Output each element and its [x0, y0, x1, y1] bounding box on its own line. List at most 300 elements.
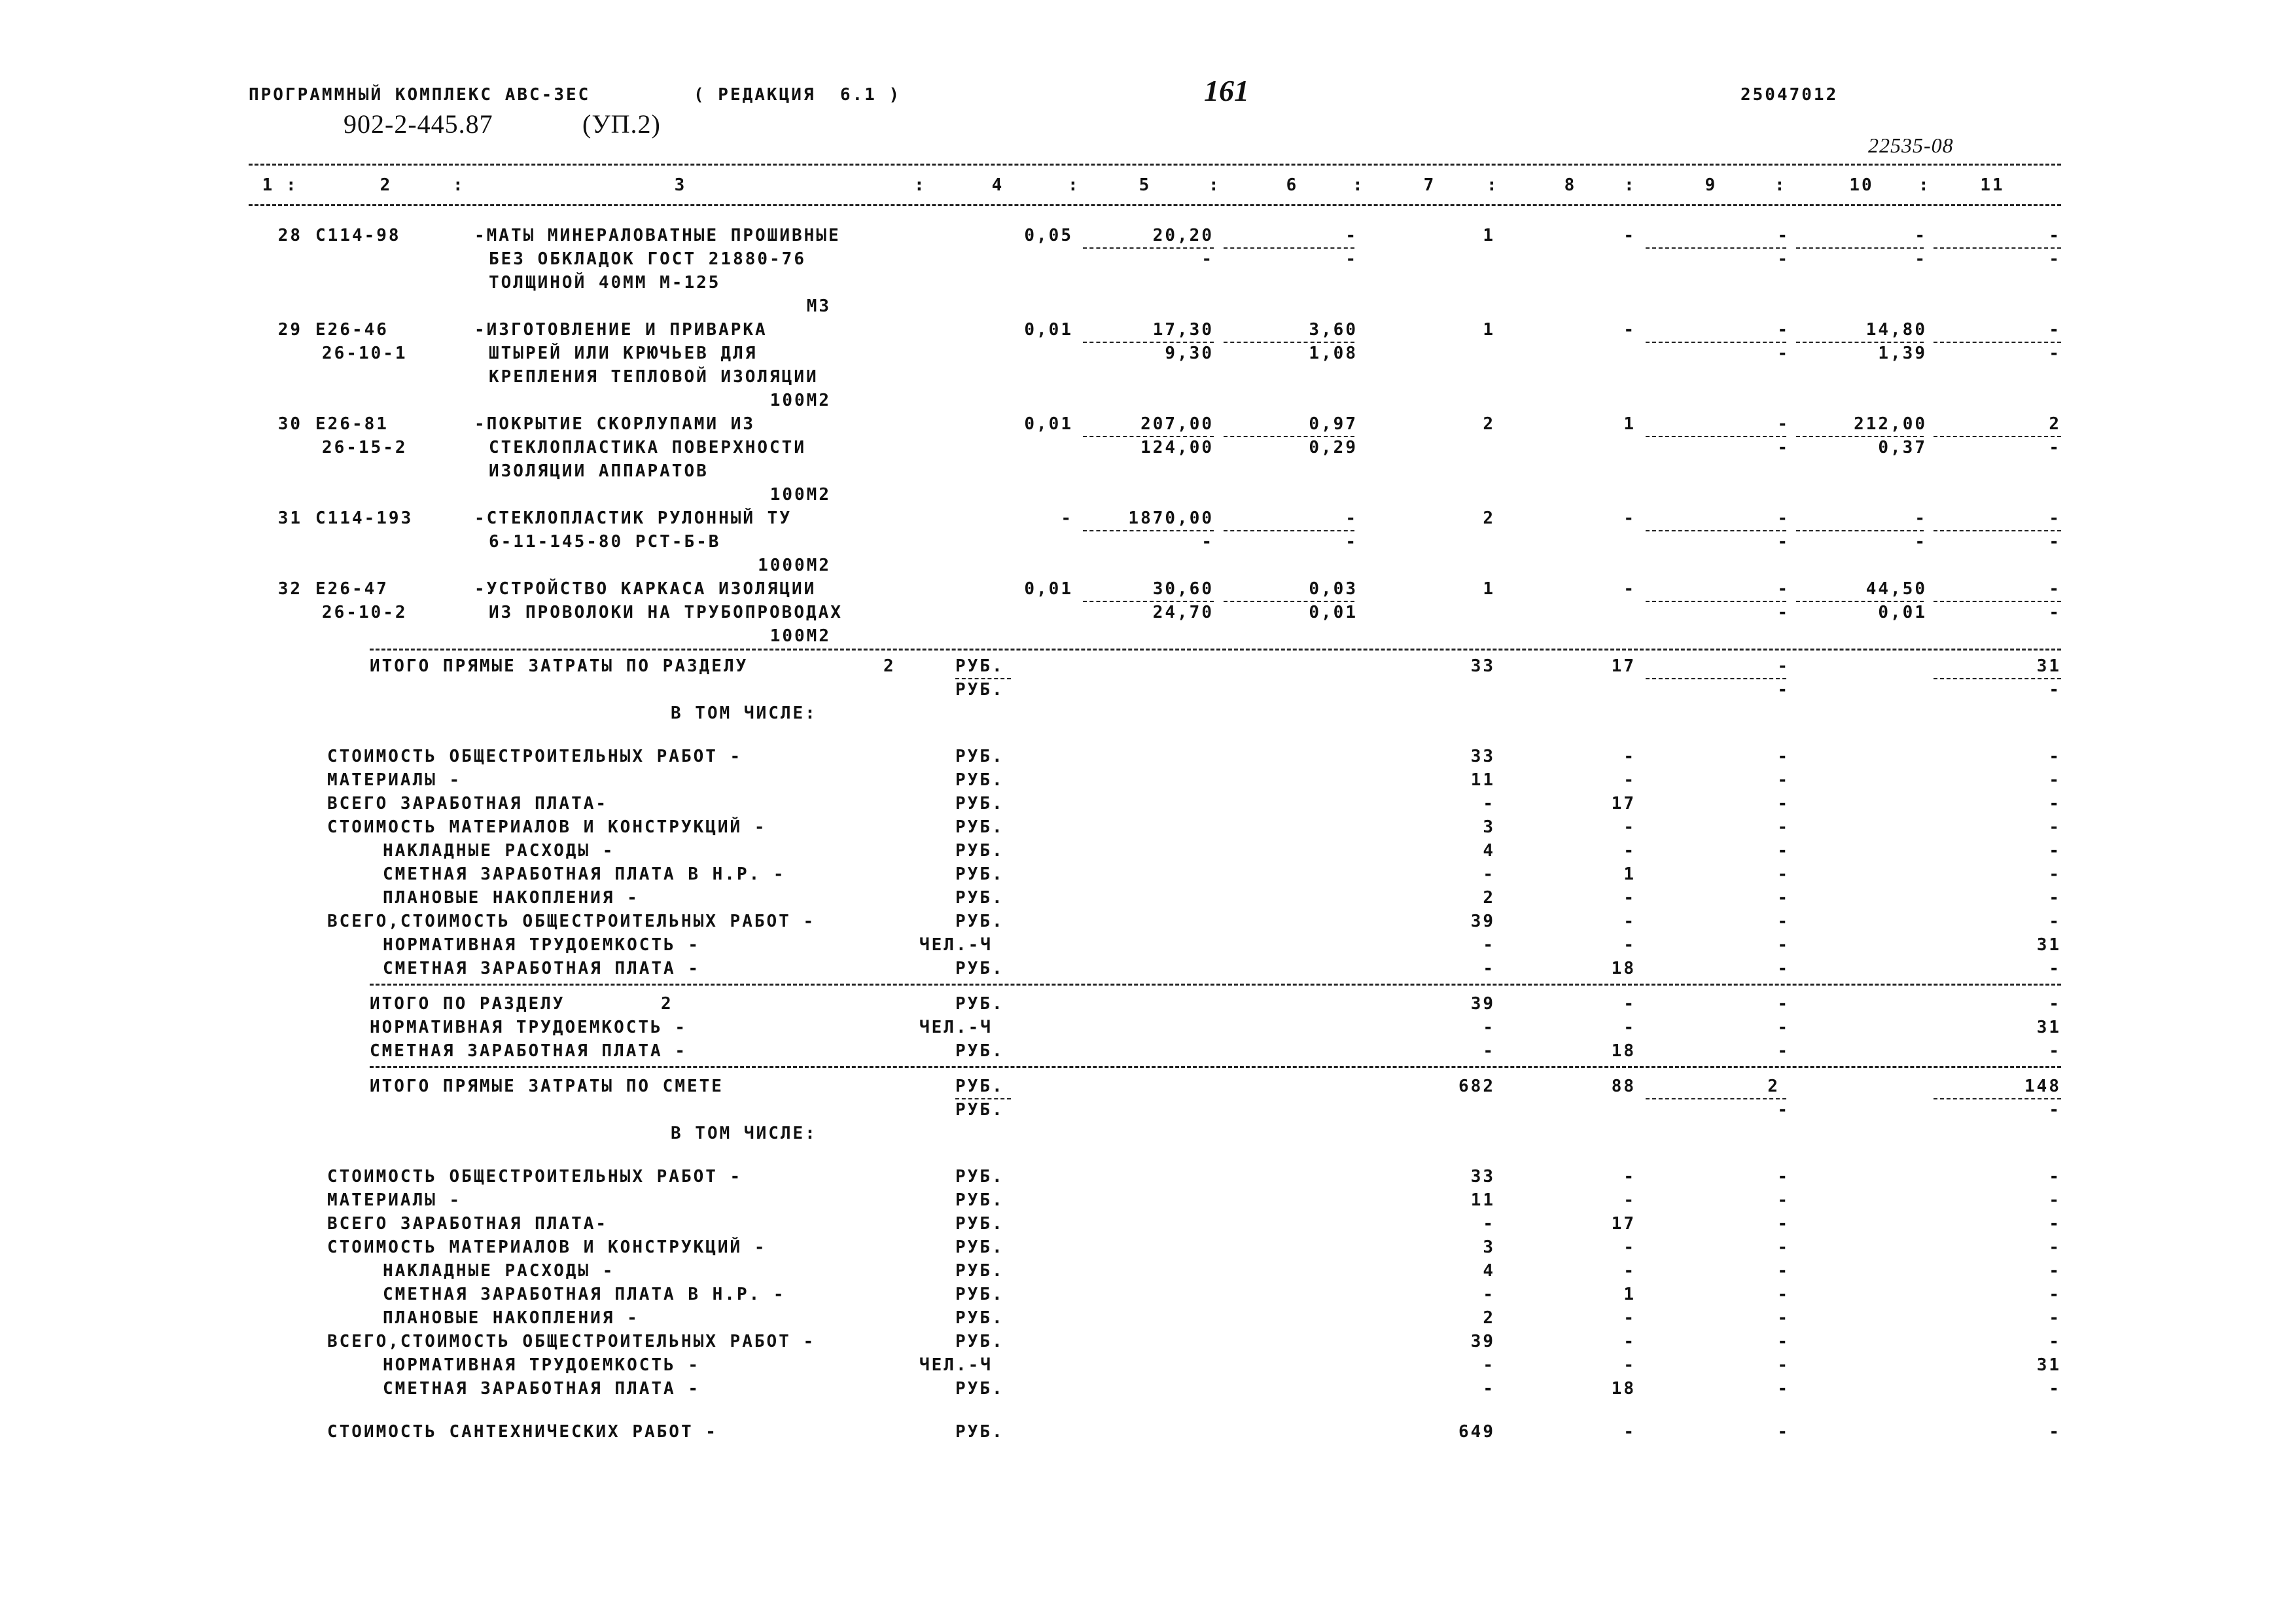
item-unit: 1000М2 — [758, 556, 831, 575]
total-wages: - — [1623, 1238, 1636, 1257]
col-9-value: - — [1777, 1355, 1790, 1375]
unit-wages: 0,03 — [1309, 579, 1358, 599]
unit-label: РУБ. — [955, 656, 1004, 676]
item-code: Е26-47 — [315, 579, 389, 599]
col-9-value: - — [1777, 226, 1790, 245]
unit-cost: 20,20 — [1152, 226, 1214, 245]
total-cost: - — [1483, 1041, 1495, 1061]
unit-label: РУБ. — [955, 1332, 1004, 1351]
dashed-rule — [1083, 601, 1214, 602]
unit-wages: - — [1345, 508, 1358, 528]
dashed-rule — [1224, 436, 1354, 437]
col-11-value: - — [2049, 579, 2061, 599]
total-wages: 17 — [1611, 1214, 1636, 1234]
col-9-value: - — [1777, 817, 1790, 837]
col-10-sub: - — [1915, 532, 1927, 552]
total-cost: 649 — [1458, 1422, 1495, 1442]
col-11-value: - — [2049, 1041, 2061, 1061]
dashed-rule — [1646, 601, 1786, 602]
column-header: 3 — [674, 175, 687, 195]
total-cost: - — [1483, 1285, 1495, 1304]
total-wages: 1 — [1623, 414, 1636, 434]
breakdown-label: СМЕТНАЯ ЗАРАБОТНАЯ ПЛАТА - — [383, 1379, 700, 1399]
unit-cost-sub: - — [1201, 532, 1214, 552]
including-label: В ТОМ ЧИСЛЕ: — [671, 1124, 817, 1143]
section-summary-label: СМЕТНАЯ ЗАРАБОТНАЯ ПЛАТА - — [370, 1041, 687, 1061]
breakdown-label: НАКЛАДНЫЕ РАСХОДЫ - — [383, 1261, 615, 1281]
item-description: БЕЗ ОБКЛАДОК ГОСТ 21880-76 — [489, 249, 806, 269]
total-wages: - — [1623, 1308, 1636, 1328]
breakdown-label: МАТЕРИАЛЫ - — [327, 770, 462, 790]
dashed-rule — [1646, 342, 1786, 343]
estimate-total-label: ИТОГО ПРЯМЫЕ ЗАТРАТЫ ПО СМЕТЕ — [370, 1077, 724, 1096]
breakdown-label: НАКЛАДНЫЕ РАСХОДЫ - — [383, 841, 615, 861]
total-wages: 1 — [1623, 865, 1636, 884]
column-header: 4 — [991, 175, 1004, 195]
col-11-value: - — [2049, 865, 2061, 884]
total-wages: 88 — [1611, 1077, 1636, 1096]
col-11-sub: - — [2049, 1100, 2061, 1120]
breakdown-label: СМЕТНАЯ ЗАРАБОТНАЯ ПЛАТА В Н.Р. - — [383, 865, 786, 884]
total-wages: 17 — [1611, 656, 1636, 676]
dashed-rule — [955, 678, 1011, 679]
column-separator: : — [1487, 175, 1499, 195]
col-11-value: - — [2049, 841, 2061, 861]
dashed-rule — [1934, 601, 2061, 602]
item-description: ШТЫРЕЙ ИЛИ КРЮЧЬЕВ ДЛЯ — [489, 344, 758, 363]
dashed-rule — [249, 164, 2061, 166]
unit-cost: 1870,00 — [1128, 508, 1214, 528]
col-9-sub: - — [1777, 603, 1790, 622]
total-cost: - — [1483, 935, 1495, 955]
quantity: - — [1061, 508, 1073, 528]
col-11-value: - — [2049, 994, 2061, 1014]
dashed-rule — [1796, 436, 1924, 437]
breakdown-label: СТОИМОСТЬ МАТЕРИАЛОВ И КОНСТРУКЦИЙ - — [327, 817, 767, 837]
total-cost: 3 — [1483, 817, 1495, 837]
total-cost: 33 — [1470, 747, 1495, 766]
col-11-value: - — [2049, 1332, 2061, 1351]
breakdown-label: СТОИМОСТЬ ОБЩЕСТРОИТЕЛЬНЫХ РАБОТ - — [327, 747, 743, 766]
column-separator: : — [453, 175, 465, 195]
col-9-value: - — [1777, 1167, 1790, 1186]
breakdown-label: СТОИМОСТЬ ОБЩЕСТРОИТЕЛЬНЫХ РАБОТ - — [327, 1167, 743, 1186]
total-cost: 11 — [1470, 770, 1495, 790]
col-11-value: - — [2049, 226, 2061, 245]
col-9-value: - — [1777, 888, 1790, 908]
col-11-value: - — [2049, 1167, 2061, 1186]
column-separator: : — [1352, 175, 1365, 195]
total-cost: 1 — [1483, 579, 1495, 599]
col-11-value: - — [2049, 1379, 2061, 1399]
col-11-value: 31 — [2036, 1355, 2061, 1375]
item-description: -ПОКРЫТИЕ СКОРЛУПАМИ ИЗ — [474, 414, 756, 434]
col-11-value: - — [2049, 508, 2061, 528]
col-9-value: - — [1777, 994, 1790, 1014]
unit-label: РУБ. — [955, 912, 1004, 931]
unit-label: ЧЕЛ.-Ч — [919, 1355, 993, 1375]
column-separator: : — [1209, 175, 1221, 195]
dashed-rule — [249, 204, 2061, 206]
col-11-value: - — [2049, 1308, 2061, 1328]
item-description: КРЕПЛЕНИЯ ТЕПЛОВОЙ ИЗОЛЯЦИИ — [489, 367, 819, 387]
col-10-sub: 1,39 — [1878, 344, 1927, 363]
item-number: 31 — [277, 508, 302, 528]
unit-cost: 207,00 — [1140, 414, 1214, 434]
col-9-sub: - — [1777, 344, 1790, 363]
breakdown-label: ВСЕГО,СТОИМОСТЬ ОБЩЕСТРОИТЕЛЬНЫХ РАБОТ - — [327, 912, 816, 931]
col-9-value: - — [1777, 747, 1790, 766]
quantity: 0,01 — [1024, 320, 1073, 340]
item-code: С114-98 — [315, 226, 401, 245]
col-11-value: - — [2049, 1285, 2061, 1304]
col-11-value: 31 — [2036, 935, 2061, 955]
total-wages: 18 — [1611, 1041, 1636, 1061]
col-9-value: - — [1777, 865, 1790, 884]
item-number: 28 — [277, 226, 302, 245]
total-wages: - — [1623, 747, 1636, 766]
total-cost: 39 — [1470, 994, 1495, 1014]
unit-label: РУБ. — [955, 888, 1004, 908]
unit-label: ЧЕЛ.-Ч — [919, 935, 993, 955]
col-11-value: - — [2049, 1422, 2061, 1442]
dashed-rule — [1224, 342, 1354, 343]
item-number: 32 — [277, 579, 302, 599]
inventory-number: 22535-08 — [1868, 134, 1954, 157]
dashed-rule — [1934, 530, 2061, 531]
unit-wages-sub: 0,01 — [1309, 603, 1358, 622]
col-9-value: - — [1777, 1190, 1790, 1210]
column-separator: : — [1918, 175, 1931, 195]
item-code: Е26-46 — [315, 320, 389, 340]
breakdown-label: ВСЕГО ЗАРАБОТНАЯ ПЛАТА- — [327, 794, 609, 813]
col-9-sub: - — [1777, 249, 1790, 269]
col-9-value: 2 — [1767, 1077, 1780, 1096]
col-11-sub: - — [2049, 249, 2061, 269]
breakdown-label: НОРМАТИВНАЯ ТРУДОЕМКОСТЬ - — [383, 935, 700, 955]
col-10-value: 44,50 — [1865, 579, 1927, 599]
total-cost: 682 — [1458, 1077, 1495, 1096]
dashed-rule — [1083, 436, 1214, 437]
unit-label: РУБ. — [955, 1041, 1004, 1061]
total-cost: 2 — [1483, 508, 1495, 528]
total-wages: - — [1623, 1167, 1636, 1186]
col-11-sub: - — [2049, 603, 2061, 622]
column-header: 8 — [1564, 175, 1577, 195]
program-edition: ( РЕДАКЦИЯ 6.1 ) — [694, 85, 902, 105]
item-unit: 100М2 — [769, 626, 831, 646]
col-10-value: - — [1915, 508, 1927, 528]
unit-label: РУБ. — [955, 794, 1004, 813]
total-cost: 3 — [1483, 1238, 1495, 1257]
column-header: 10 — [1849, 175, 1874, 195]
item-code: Е26-81 — [315, 414, 389, 434]
breakdown-label: ПЛАНОВЫЕ НАКОПЛЕНИЯ - — [383, 888, 639, 908]
total-wages: - — [1623, 841, 1636, 861]
unit-cost: 30,60 — [1152, 579, 1214, 599]
col-11-sub: - — [2049, 680, 2061, 700]
col-9-value: - — [1777, 1285, 1790, 1304]
unit-label: РУБ. — [955, 680, 1004, 700]
item-unit: 100М2 — [769, 485, 831, 505]
unit-label: РУБ. — [955, 1285, 1004, 1304]
col-9-value: - — [1777, 579, 1790, 599]
col-9-value: - — [1777, 770, 1790, 790]
total-cost: 2 — [1483, 1308, 1495, 1328]
col-11-sub: - — [2049, 532, 2061, 552]
total-wages: - — [1623, 888, 1636, 908]
unit-wages-sub: 1,08 — [1309, 344, 1358, 363]
total-wages: - — [1623, 1190, 1636, 1210]
column-header: 6 — [1286, 175, 1299, 195]
quantity: 0,01 — [1024, 414, 1073, 434]
col-9-value: - — [1777, 841, 1790, 861]
item-unit: 100М2 — [769, 391, 831, 410]
col-9-value: - — [1777, 1018, 1790, 1037]
total-wages: - — [1623, 508, 1636, 528]
unit-label: РУБ. — [955, 1214, 1004, 1234]
dashed-rule — [370, 984, 2061, 986]
total-cost: - — [1483, 959, 1495, 978]
column-separator: : — [1068, 175, 1080, 195]
total-wages: 18 — [1611, 1379, 1636, 1399]
item-description: -УСТРОЙСТВО КАРКАСА ИЗОЛЯЦИИ — [474, 579, 817, 599]
dashed-rule — [1646, 678, 1786, 679]
total-cost: - — [1483, 1355, 1495, 1375]
col-9-value: - — [1777, 414, 1790, 434]
col-11-value: - — [2049, 817, 2061, 837]
item-description: ИЗ ПРОВОЛОКИ НА ТРУБОПРОВОДАХ — [489, 603, 843, 622]
col-11-value: 2 — [2049, 414, 2061, 434]
col-11-value: - — [2049, 747, 2061, 766]
col-9-value: - — [1777, 1308, 1790, 1328]
document-number: 25047012 — [1740, 85, 1839, 105]
total-wages: - — [1623, 1261, 1636, 1281]
col-9-value: - — [1777, 1261, 1790, 1281]
unit-cost-sub: 124,00 — [1140, 438, 1214, 457]
col-11-value: 148 — [2024, 1077, 2061, 1096]
total-wages: 1 — [1623, 1285, 1636, 1304]
col-10-sub: 0,01 — [1878, 603, 1927, 622]
unit-label: РУБ. — [955, 1167, 1004, 1186]
dashed-rule — [1646, 1098, 1786, 1099]
total-cost: 33 — [1470, 1167, 1495, 1186]
album-number: (УП.2) — [582, 109, 661, 139]
breakdown-label: ВСЕГО ЗАРАБОТНАЯ ПЛАТА- — [327, 1214, 609, 1234]
dashed-rule — [1646, 436, 1786, 437]
unit-label: РУБ. — [955, 1422, 1004, 1442]
item-description: ИЗОЛЯЦИИ АППАРАТОВ — [489, 461, 709, 481]
item-unit: М3 — [806, 296, 831, 316]
col-11-value: - — [2049, 959, 2061, 978]
total-cost: 39 — [1470, 1332, 1495, 1351]
column-header: 11 — [1980, 175, 2005, 195]
col-10-value: - — [1915, 226, 1927, 245]
unit-label: РУБ. — [955, 1308, 1004, 1328]
total-wages: 18 — [1611, 959, 1636, 978]
item-description: -СТЕКЛОПЛАСТИК РУЛОННЫЙ ТУ — [474, 508, 792, 528]
dashed-rule — [370, 1066, 2061, 1068]
col-11-value: 31 — [2036, 1018, 2061, 1037]
col-11-value: - — [2049, 888, 2061, 908]
dashed-rule — [1934, 342, 2061, 343]
total-cost: - — [1483, 865, 1495, 884]
unit-label: РУБ. — [955, 865, 1004, 884]
dashed-rule — [1083, 530, 1214, 531]
dashed-rule — [1224, 601, 1354, 602]
unit-label: РУБ. — [955, 1379, 1004, 1399]
page-number: 161 — [1204, 74, 1249, 107]
total-wages: - — [1623, 1422, 1636, 1442]
section-summary-label: НОРМАТИВНАЯ ТРУДОЕМКОСТЬ - — [370, 1018, 687, 1037]
total-wages: - — [1623, 579, 1636, 599]
col-10-value: 212,00 — [1854, 414, 1927, 434]
column-header: 5 — [1139, 175, 1152, 195]
unit-wages-sub: - — [1345, 532, 1358, 552]
col-9-value: - — [1777, 935, 1790, 955]
total-cost: 4 — [1483, 841, 1495, 861]
col-9-sub: - — [1777, 1100, 1790, 1120]
item-code: С114-193 — [315, 508, 414, 528]
item-description: 6-11-145-80 РСТ-Б-В — [489, 532, 721, 552]
item-code: 26-10-1 — [322, 344, 408, 363]
column-separator: : — [914, 175, 927, 195]
col-9-value: - — [1777, 1332, 1790, 1351]
col-11-value: - — [2049, 912, 2061, 931]
dashed-rule — [1934, 247, 2061, 249]
dashed-rule — [1646, 530, 1786, 531]
unit-wages: 3,60 — [1309, 320, 1358, 340]
total-cost: 1 — [1483, 226, 1495, 245]
total-cost: 11 — [1470, 1190, 1495, 1210]
dashed-rule — [1796, 601, 1924, 602]
item-description: -МАТЫ МИНЕРАЛОВАТНЫЕ ПРОШИВНЫЕ — [474, 226, 841, 245]
dashed-rule — [1796, 247, 1924, 249]
quantity: 0,05 — [1024, 226, 1073, 245]
col-11-sub: - — [2049, 344, 2061, 363]
breakdown-label: МАТЕРИАЛЫ - — [327, 1190, 462, 1210]
total-cost: 1 — [1483, 320, 1495, 340]
column-separator: : — [286, 175, 298, 195]
unit-label: РУБ. — [955, 1077, 1004, 1096]
total-wages: 17 — [1611, 794, 1636, 813]
breakdown-label: СТОИМОСТЬ МАТЕРИАЛОВ И КОНСТРУКЦИЙ - — [327, 1238, 767, 1257]
total-cost: - — [1483, 1018, 1495, 1037]
unit-wages: - — [1345, 226, 1358, 245]
total-cost: 4 — [1483, 1261, 1495, 1281]
total-cost: 39 — [1470, 912, 1495, 931]
total-wages: - — [1623, 994, 1636, 1014]
col-9-value: - — [1777, 508, 1790, 528]
including-label: В ТОМ ЧИСЛЕ: — [671, 704, 817, 723]
col-11-sub: - — [2049, 438, 2061, 457]
total-cost: 33 — [1470, 656, 1495, 676]
total-wages: - — [1623, 320, 1636, 340]
total-wages: - — [1623, 1355, 1636, 1375]
col-10-sub: - — [1915, 249, 1927, 269]
col-11-value: - — [2049, 1190, 2061, 1210]
col-11-value: - — [2049, 1261, 2061, 1281]
unit-label: РУБ. — [955, 747, 1004, 766]
unit-label: РУБ. — [955, 841, 1004, 861]
col-9-value: - — [1777, 320, 1790, 340]
col-11-value: - — [2049, 770, 2061, 790]
col-11-value: - — [2049, 1238, 2061, 1257]
unit-label: РУБ. — [955, 994, 1004, 1014]
total-wages: - — [1623, 1018, 1636, 1037]
column-separator: : — [1624, 175, 1636, 195]
item-description: -ИЗГОТОВЛЕНИЕ И ПРИВАРКА — [474, 320, 768, 340]
item-code: 26-10-2 — [322, 603, 408, 622]
dashed-rule — [955, 1098, 1011, 1099]
col-9-sub: - — [1777, 438, 1790, 457]
col-9-value: - — [1777, 794, 1790, 813]
item-description: СТЕКЛОПЛАСТИКА ПОВЕРХНОСТИ — [489, 438, 806, 457]
unit-cost-sub: 24,70 — [1152, 603, 1214, 622]
col-9-value: - — [1777, 1422, 1790, 1442]
column-header: 2 — [380, 175, 393, 195]
col-10-value: 14,80 — [1865, 320, 1927, 340]
col-9-value: - — [1777, 1214, 1790, 1234]
unit-label: РУБ. — [955, 1238, 1004, 1257]
total-cost: - — [1483, 794, 1495, 813]
section-number: 2 — [661, 994, 673, 1014]
program-title: ПРОГРАММНЫЙ КОМПЛЕКС АВС-ЗЕС — [249, 85, 591, 105]
quantity: 0,01 — [1024, 579, 1073, 599]
col-9-value: - — [1777, 656, 1790, 676]
col-9-sub: - — [1777, 680, 1790, 700]
section-total-label: ИТОГО ПРЯМЫЕ ЗАТРАТЫ ПО РАЗДЕЛУ — [370, 656, 749, 676]
dashed-rule — [1083, 342, 1214, 343]
breakdown-label: ВСЕГО,СТОИМОСТЬ ОБЩЕСТРОИТЕЛЬНЫХ РАБОТ - — [327, 1332, 816, 1351]
unit-cost: 17,30 — [1152, 320, 1214, 340]
dashed-rule — [1224, 530, 1354, 531]
breakdown-label: СМЕТНАЯ ЗАРАБОТНАЯ ПЛАТА В Н.Р. - — [383, 1285, 786, 1304]
column-separator: : — [1775, 175, 1787, 195]
unit-label: ЧЕЛ.-Ч — [919, 1018, 993, 1037]
item-code: 26-15-2 — [322, 438, 408, 457]
col-9-value: - — [1777, 1379, 1790, 1399]
dashed-rule — [1083, 247, 1214, 249]
total-wages: - — [1623, 912, 1636, 931]
unit-label: РУБ. — [955, 770, 1004, 790]
section-summary-label: ИТОГО ПО РАЗДЕЛУ — [370, 994, 565, 1014]
sanitary-works-label: СТОИМОСТЬ САНТЕХНИЧЕСКИХ РАБОТ - — [327, 1422, 718, 1442]
unit-label: РУБ. — [955, 1100, 1004, 1120]
dashed-rule — [1224, 247, 1354, 249]
dashed-rule — [1934, 436, 2061, 437]
column-header: 1 — [262, 175, 275, 195]
col-9-value: - — [1777, 959, 1790, 978]
total-wages: - — [1623, 1332, 1636, 1351]
col-11-value: - — [2049, 794, 2061, 813]
col-10-sub: 0,37 — [1878, 438, 1927, 457]
item-number: 29 — [277, 320, 302, 340]
unit-wages-sub: 0,29 — [1309, 438, 1358, 457]
col-9-value: - — [1777, 912, 1790, 931]
unit-label: РУБ. — [955, 1190, 1004, 1210]
total-cost: - — [1483, 1379, 1495, 1399]
item-number: 30 — [277, 414, 302, 434]
breakdown-label: НОРМАТИВНАЯ ТРУДОЕМКОСТЬ - — [383, 1355, 700, 1375]
total-wages: - — [1623, 226, 1636, 245]
col-11-value: - — [2049, 1214, 2061, 1234]
dashed-rule — [1796, 530, 1924, 531]
col-9-value: - — [1777, 1238, 1790, 1257]
total-cost: 2 — [1483, 888, 1495, 908]
unit-label: РУБ. — [955, 959, 1004, 978]
dashed-rule — [370, 649, 2061, 651]
